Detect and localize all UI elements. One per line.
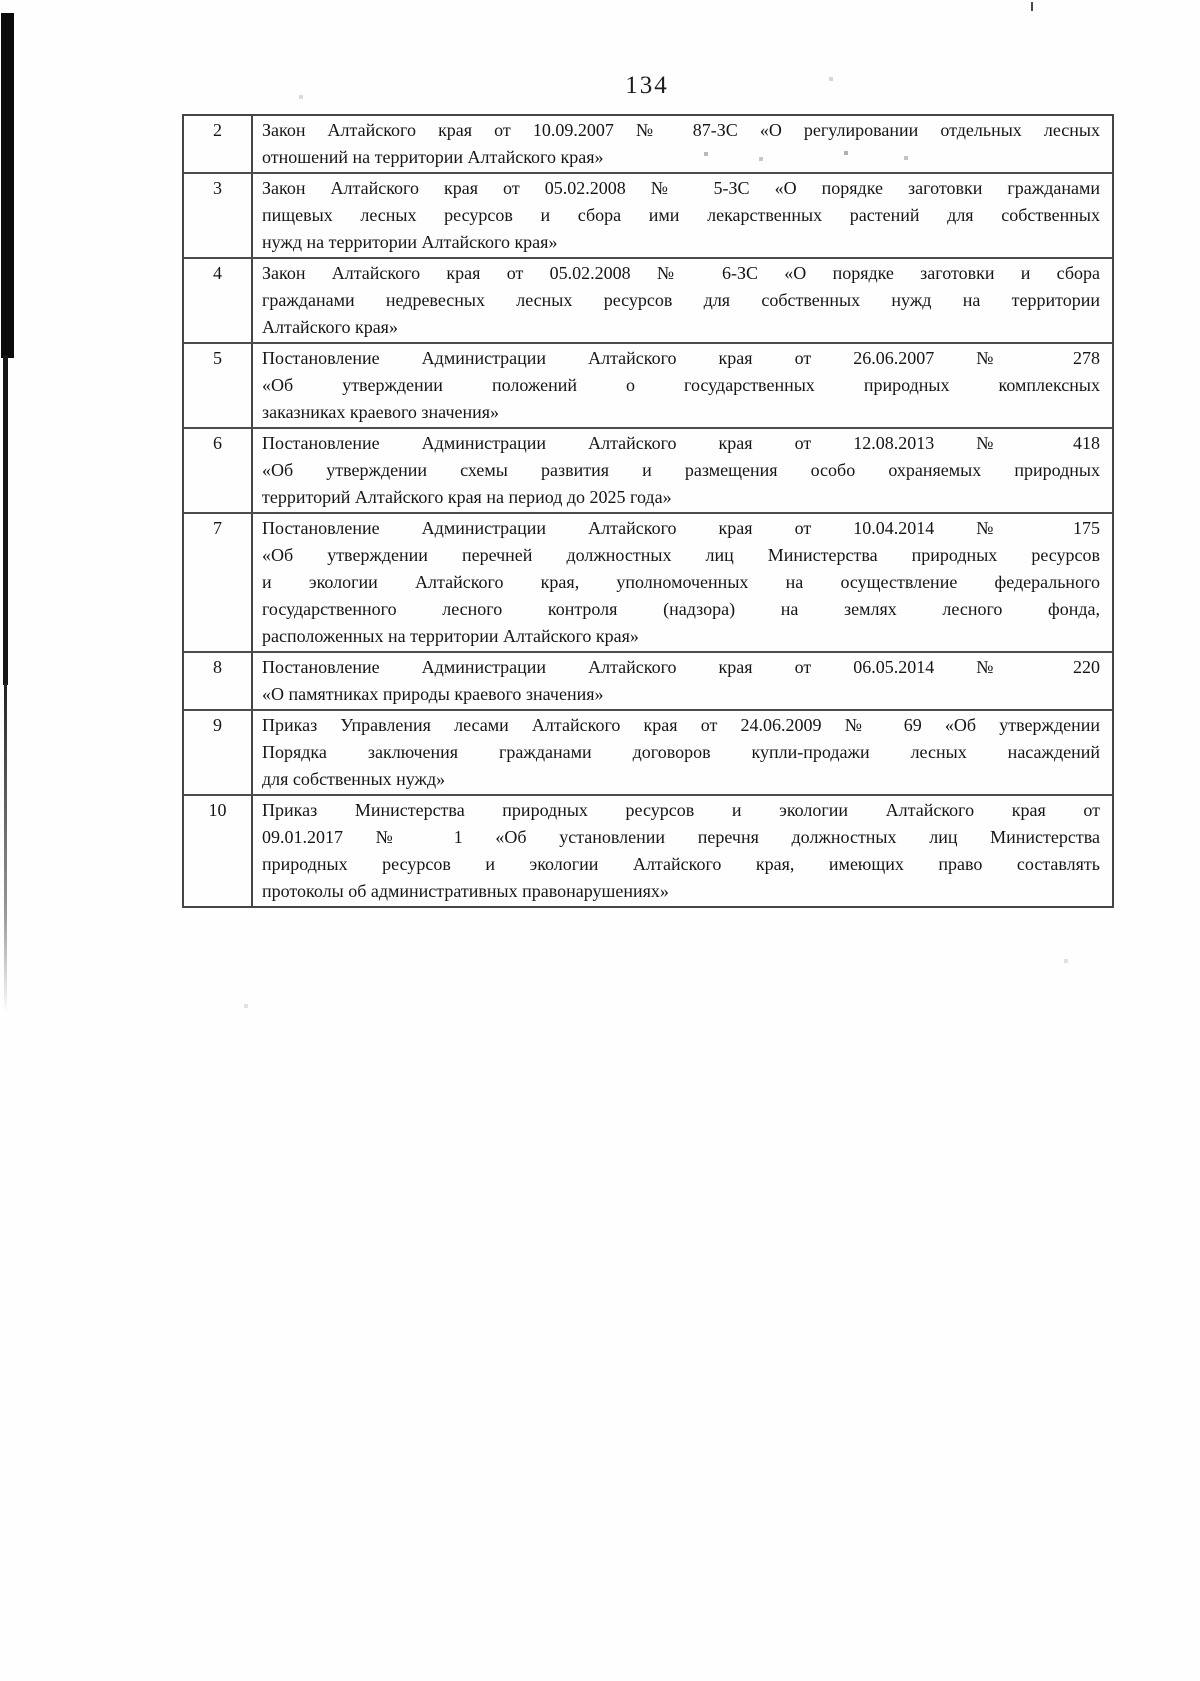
row-text-line: пищевых лесных ресурсов и сбора ими лекарственных растений для собственных [262,205,1100,225]
row-text-line: Закон Алтайского края от 05.02.2008 № 5-ЗС «О порядке заготовки гражданами [262,178,1100,198]
row-text-line: «О памятниках природы краевого значения» [262,684,604,704]
row-text-line: Постановление Администрации Алтайского края от 12.08.2013 № 418 [262,433,1100,453]
row-text [253,174,1112,257]
table-row [184,116,1112,172]
row-number: 8 [184,653,253,709]
row-text [253,259,1112,342]
row-text-line: Приказ Управления лесами Алтайского края от 24.06.2009 № 69 «Об утверждении [262,715,1100,735]
row-text-line: отношений на территории Алтайского края» [262,147,604,167]
row-text-line: Алтайского края» [262,317,398,337]
row-text [253,429,1112,512]
scan-artifact-left-bar-fade [4,683,7,1013]
row-text [253,514,1112,651]
table-row [184,257,1112,342]
row-text-line: расположенных на территории Алтайского края» [262,626,639,646]
row-text-line: Приказ Министерства природных ресурсов и экологии Алтайского края от [262,800,1100,820]
row-text-line: Постановление Администрации Алтайского края от 06.05.2014 № 220 [262,657,1100,677]
row-text-line: природных ресурсов и экологии Алтайского края, имеющих право составлять [262,854,1100,874]
row-number: 9 [184,711,253,794]
scan-artifact-top-right-tick [1031,2,1033,11]
table-row [184,512,1112,651]
row-number: 2 [184,116,253,172]
row-text-line: протоколы об административных правонарушениях» [262,881,669,901]
page-number: 134 [625,72,669,99]
row-number: 3 [184,174,253,257]
row-number: 4 [184,259,253,342]
row-number: 10 [184,796,253,906]
table-row [184,342,1112,427]
row-text [253,711,1112,794]
row-text-line: 09.01.2017 № 1 «Об установлении перечня должностных лиц Министерства [262,827,1100,847]
row-text-line: «Об утверждении положений о государственных природных комплексных [262,375,1100,395]
row-text-line: и экологии Алтайского края, уполномоченных на осуществление федерального [262,572,1100,592]
row-text [253,653,1112,709]
row-text-line: «Об утверждении перечней должностных лиц Министерства природных ресурсов [262,545,1100,565]
row-text-line: государственного лесного контроля (надзора) на землях лесного фонда, [262,599,1100,619]
legal-acts-table [182,114,1114,908]
scan-artifact-left-bar-middle [3,355,8,685]
row-text-line: территорий Алтайского края на период до 2025 года» [262,487,672,507]
table-row [184,427,1112,512]
row-text [253,796,1112,906]
row-text-line: заказниках краевого значения» [262,402,500,422]
row-text-line: Закон Алтайского края от 05.02.2008 № 6-ЗС «О порядке заготовки и сбора [262,263,1100,283]
row-number: 7 [184,514,253,651]
row-text [253,116,1112,172]
row-text [253,344,1112,427]
table-row [184,651,1112,709]
row-number: 5 [184,344,253,427]
scan-artifact-left-bar-top [1,13,14,358]
scan-noise [0,0,2,2]
table-row [184,794,1112,906]
row-text-line: гражданами недревесных лесных ресурсов для собственных нужд на территории [262,290,1100,310]
row-text-line: Порядка заключения гражданами договоров купли-продажи лесных насаждений [262,742,1100,762]
table-row [184,172,1112,257]
table-row [184,709,1112,794]
row-text-line: нужд на территории Алтайского края» [262,232,558,252]
row-text-line: Закон Алтайского края от 10.09.2007 № 87-ЗС «О регулировании отдельных лесных [262,120,1100,140]
row-text-line: Постановление Администрации Алтайского края от 10.04.2014 № 175 [262,518,1100,538]
row-text-line: «Об утверждении схемы развития и размещения особо охраняемых природных [262,460,1100,480]
row-number: 6 [184,429,253,512]
row-text-line: для собственных нужд» [262,769,446,789]
row-text-line: Постановление Администрации Алтайского края от 26.06.2007 № 278 [262,348,1100,368]
